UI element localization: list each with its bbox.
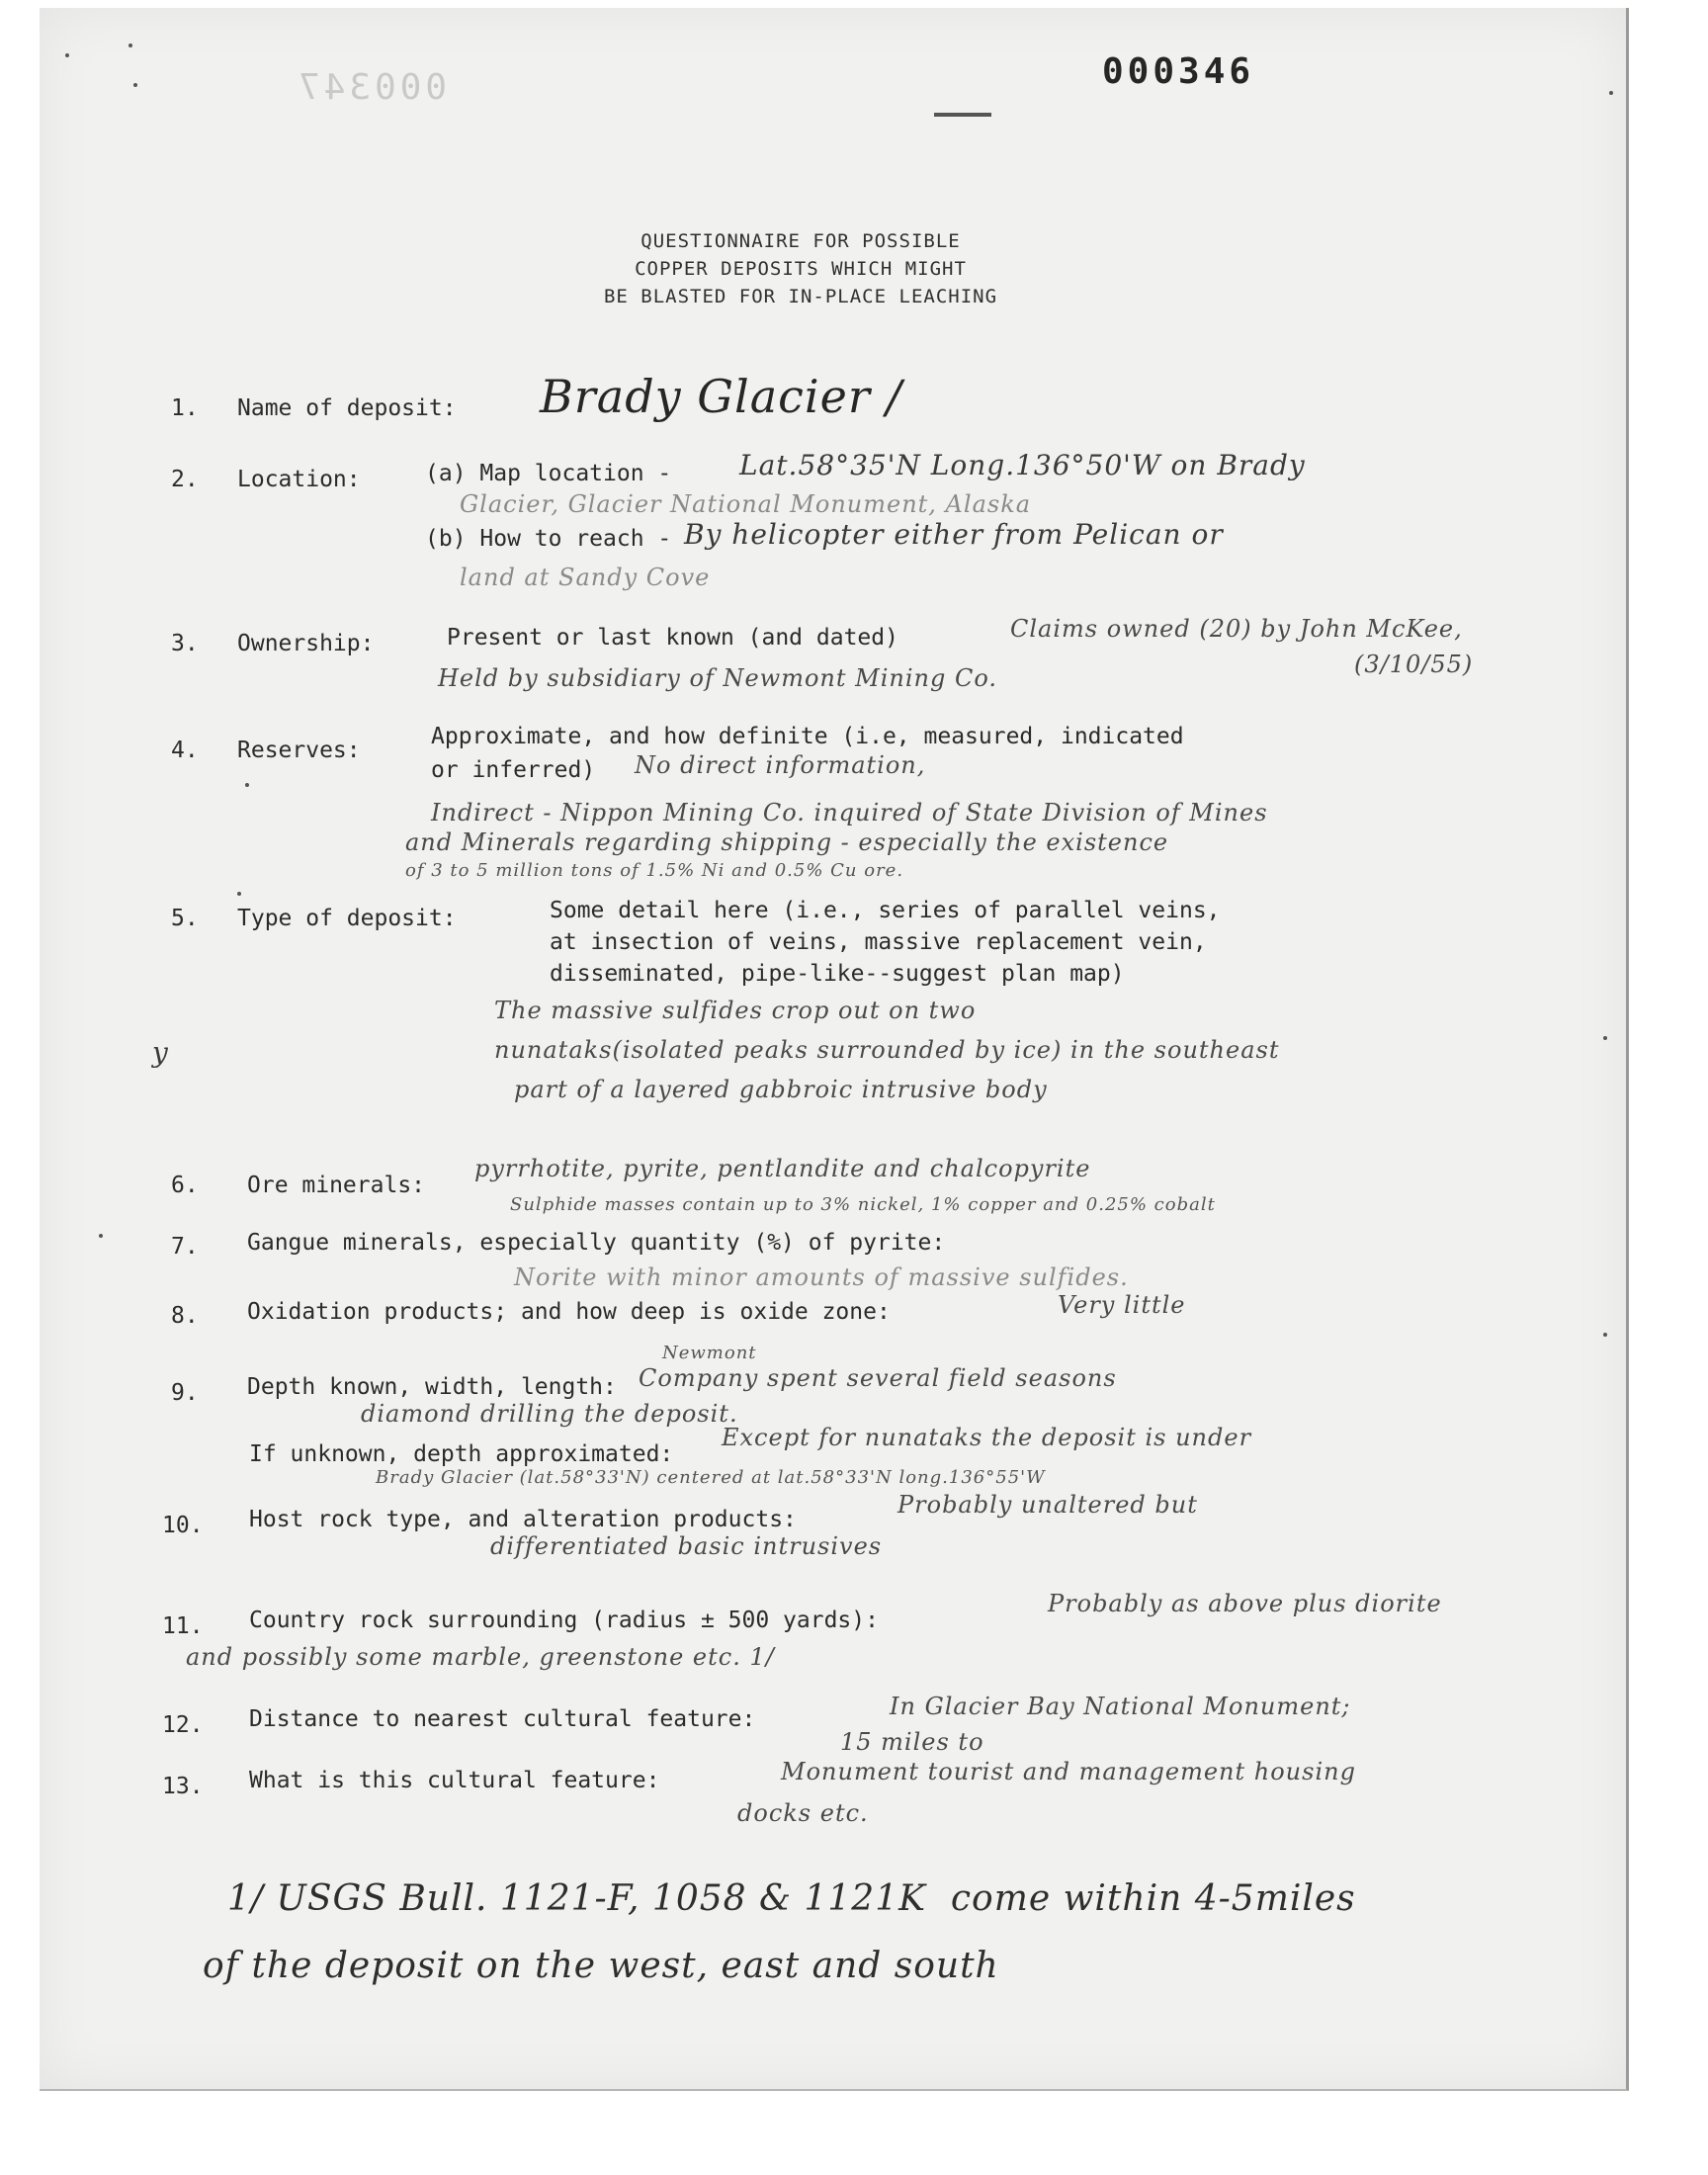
- document-page: [40, 8, 1629, 2091]
- faint-page-number-stamp: 000347: [295, 67, 448, 108]
- item-6-number: 6.: [171, 1173, 199, 1198]
- item-9-answer: Company spent several field seasons: [639, 1364, 1117, 1392]
- item-2b-label: (b) How to reach -: [425, 526, 672, 552]
- item-13-label: What is this cultural feature:: [249, 1768, 660, 1793]
- scan-speck: [128, 44, 132, 47]
- footnote-line-2: of the deposit on the west, east and south: [203, 1946, 999, 1986]
- item-4-answer: No direct information,: [635, 751, 926, 779]
- item-3-prompt: Present or last known (and dated): [447, 625, 898, 651]
- item-11-answer: Probably as above plus diorite: [1048, 1590, 1442, 1617]
- item-10-answer: Probably unaltered but: [897, 1491, 1198, 1519]
- scan-speck: [99, 1234, 103, 1238]
- item-3-label: Ownership:: [237, 631, 375, 656]
- item-4-prompt-line-2: or inferred): [431, 757, 596, 783]
- item-12-answer-line-2: 15 miles to: [840, 1728, 984, 1756]
- item-13-answer-line-2: docks etc.: [737, 1799, 869, 1827]
- item-2-number: 2.: [171, 467, 199, 492]
- item-8-number: 8.: [171, 1303, 199, 1329]
- item-3-answer: Claims owned (20) by John McKee,: [1010, 615, 1463, 643]
- item-6-label: Ore minerals:: [247, 1173, 426, 1198]
- item-11-number: 11.: [162, 1613, 204, 1639]
- item-8-answer: Very little: [1058, 1291, 1186, 1319]
- scan-speck: [237, 892, 241, 896]
- item-9-label-2: If unknown, depth approximated:: [249, 1441, 674, 1467]
- scan-speck: [1603, 1036, 1607, 1040]
- item-2a-label: (a) Map location -: [425, 461, 672, 486]
- item-4-number: 4.: [171, 738, 199, 763]
- item-12-answer: In Glacier Bay National Monument;: [890, 1693, 1351, 1720]
- item-13-number: 13.: [162, 1774, 204, 1799]
- item-3-number: 3.: [171, 631, 199, 656]
- item-9-number: 9.: [171, 1380, 199, 1406]
- item-9-label: Depth known, width, length:: [247, 1374, 617, 1400]
- item-5-number: 5.: [171, 906, 199, 931]
- item-3-answer-date: (3/10/55): [1354, 651, 1474, 678]
- item-5-answer-line-3: part of a layered gabbroic intrusive body: [514, 1076, 1048, 1103]
- item-11-answer-line-2: and possibly some marble, greenstone etc. 1/: [186, 1643, 775, 1671]
- item-13-answer: Monument tourist and management housing: [781, 1758, 1356, 1785]
- item-9-answer-line-2: diamond drilling the deposit.: [361, 1400, 738, 1428]
- item-2a-answer-line-2: Glacier, Glacier National Monument, Alaska: [460, 490, 1032, 518]
- item-6-answer-line-2: Sulphide masses contain up to 3% nickel, 1% copper and 0.25% cobalt: [510, 1194, 1216, 1215]
- item-5-prompt-line-3: disseminated, pipe-like--suggest plan map): [550, 961, 1125, 987]
- item-9-insert: Newmont: [662, 1343, 757, 1363]
- item-7-label: Gangue minerals, especially quantity (%) of pyrite:: [247, 1230, 946, 1256]
- item-2a-answer: Lat.58°35'N Long.136°50'W on Brady: [739, 449, 1306, 481]
- item-2-label: Location:: [237, 467, 361, 492]
- footnote-line-1: 1/ USGS Bull. 1121-F, 1058 & 1121K come within 4-5miles: [227, 1878, 1356, 1919]
- document-heading: [376, 227, 1226, 310]
- item-3-answer-line-2: Held by subsidiary of Newmont Mining Co.: [438, 664, 997, 692]
- item-7-number: 7.: [171, 1234, 199, 1260]
- item-5-answer: The massive sulfides crop out on two: [494, 997, 977, 1024]
- item-1-number: 1.: [171, 395, 199, 421]
- dash-mark: [934, 113, 991, 117]
- heading-line-1: QUESTIONNAIRE FOR POSSIBLE: [640, 230, 961, 252]
- item-4-answer-line-2: Indirect - Nippon Mining Co. inquired of State Division of Mines: [431, 799, 1268, 826]
- item-5-prompt-line-2: at insection of veins, massive replacement vein,: [550, 929, 1207, 955]
- item-5-prompt: Some detail here (i.e., series of parallel veins,: [550, 898, 1221, 923]
- item-5-answer-line-2: nunataks(isolated peaks surrounded by ice) in the southeast: [494, 1036, 1280, 1064]
- item-8-label: Oxidation products; and how deep is oxide zone:: [247, 1299, 891, 1325]
- margin-mark: y: [152, 1036, 169, 1069]
- item-12-label: Distance to nearest cultural feature:: [249, 1706, 756, 1732]
- item-10-answer-line-2: differentiated basic intrusives: [490, 1532, 883, 1560]
- item-9-answer-line-3: Except for nunataks the deposit is under: [722, 1424, 1252, 1451]
- item-4-answer-line-3: and Minerals regarding shipping - especially the existence: [405, 828, 1169, 856]
- item-4-label: Reserves:: [237, 738, 361, 763]
- heading-line-2: COPPER DEPOSITS WHICH MIGHT: [635, 258, 967, 280]
- item-10-number: 10.: [162, 1513, 204, 1538]
- scan-speck: [133, 83, 137, 87]
- scan-speck: [1609, 91, 1613, 95]
- scan-speck: [1603, 1333, 1607, 1337]
- item-6-answer: pyrrhotite, pyrite, pentlandite and chalcopyrite: [474, 1155, 1091, 1182]
- item-4-answer-line-4: of 3 to 5 million tons of 1.5% Ni and 0.5% Cu ore.: [405, 860, 904, 881]
- item-12-number: 12.: [162, 1712, 204, 1738]
- item-10-label: Host rock type, and alteration products:: [249, 1507, 797, 1532]
- item-4-prompt: Approximate, and how definite (i.e, measured, indicated: [431, 724, 1184, 749]
- item-11-label: Country rock surrounding (radius ± 500 yards):: [249, 1608, 879, 1633]
- item-1-label: Name of deposit:: [237, 395, 457, 421]
- page-number-stamp: 000346: [1102, 51, 1255, 92]
- item-2b-answer-line-2: land at Sandy Cove: [460, 564, 711, 591]
- item-2b-answer: By helicopter either from Pelican or: [684, 518, 1224, 551]
- scan-speck: [65, 53, 69, 57]
- item-7-answer: Norite with minor amounts of massive sulfides.: [514, 1263, 1129, 1291]
- item-1-answer: Brady Glacier /: [540, 370, 902, 423]
- scan-speck: [245, 783, 249, 787]
- item-5-label: Type of deposit:: [237, 906, 457, 931]
- item-9-answer-line-4: Brady Glacier (lat.58°33'N) centered at lat.58°33'N long.136°55'W: [376, 1467, 1046, 1488]
- heading-line-3: BE BLASTED FOR IN-PLACE LEACHING: [603, 286, 998, 307]
